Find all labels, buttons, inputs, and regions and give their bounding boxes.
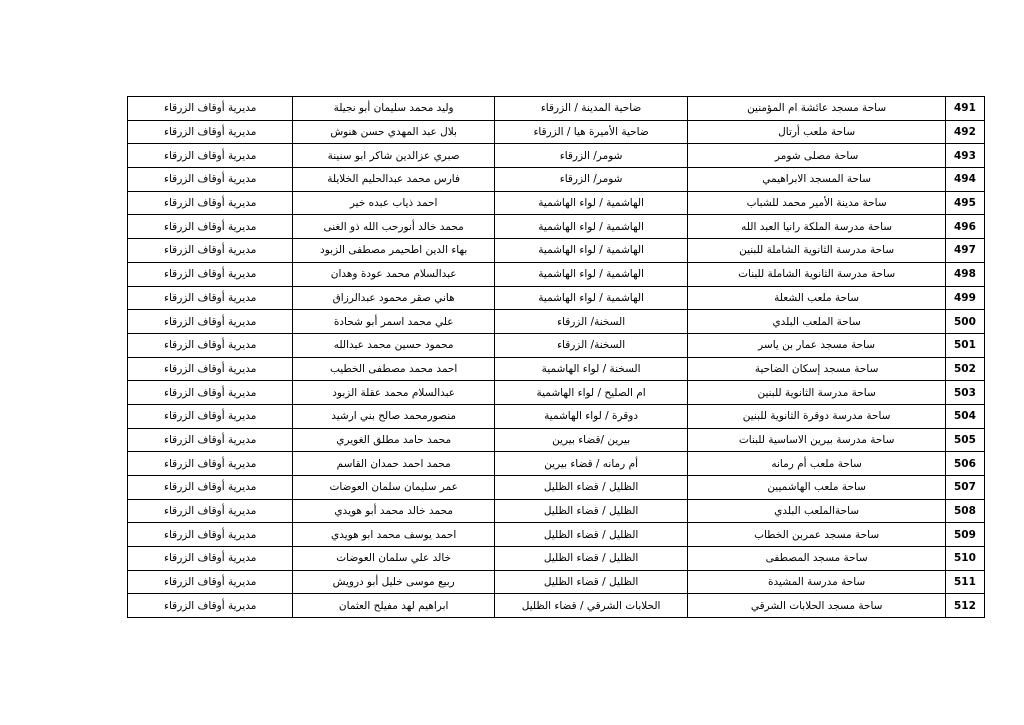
site-cell: ساحة مسجد الحلابات الشرقي <box>688 594 946 618</box>
person-name-cell: هاني صقر محمود عبدالرزاق <box>293 286 494 310</box>
row-number: 493 <box>945 144 984 168</box>
person-name-cell: احمد يوسف محمد ابو هويدي <box>293 523 494 547</box>
directorate-cell: مديرية أوقاف الزرقاء <box>128 452 293 476</box>
row-number: 494 <box>945 168 984 192</box>
location-cell: دوقرة / لواء الهاشمية <box>494 404 687 428</box>
row-number: 510 <box>945 547 984 571</box>
person-name-cell: عبدالسلام محمد عودة وهدان <box>293 262 494 286</box>
directorate-cell: مديرية أوقاف الزرقاء <box>128 404 293 428</box>
row-number: 508 <box>945 499 984 523</box>
person-name-cell: بهاء الدين اطحيمر مصطفى الزبود <box>293 239 494 263</box>
directorate-cell: مديرية أوقاف الزرقاء <box>128 120 293 144</box>
table-row <box>128 97 985 121</box>
row-number: 500 <box>945 310 984 334</box>
table-row <box>128 381 985 405</box>
directorate-cell: مديرية أوقاف الزرقاء <box>128 499 293 523</box>
person-name-cell: محمد حامد مطلق الغويري <box>293 428 494 452</box>
table-row <box>128 594 985 618</box>
location-cell: شومر/ الزرقاء <box>494 144 687 168</box>
directorate-cell: مديرية أوقاف الزرقاء <box>128 523 293 547</box>
table-row <box>128 499 985 523</box>
site-cell: ساحة ملعب الشعلة <box>688 286 946 310</box>
directorate-cell: مديرية أوقاف الزرقاء <box>128 570 293 594</box>
location-cell: بيرين /قضاء بيرين <box>494 428 687 452</box>
person-name-cell: عمر سليمان سلمان العوضات <box>293 476 494 500</box>
row-number: 496 <box>945 215 984 239</box>
table-row <box>128 310 985 334</box>
location-cell: الهاشمية / لواء الهاشمية <box>494 262 687 286</box>
row-number: 495 <box>945 191 984 215</box>
site-cell: ساحة مدرسة الثانوية الشاملة للبنات <box>688 262 946 286</box>
row-number: 505 <box>945 428 984 452</box>
person-name-cell: منصورمحمد صالح بني ارشيد <box>293 404 494 428</box>
location-cell: الهاشمية / لواء الهاشمية <box>494 286 687 310</box>
site-cell: ساحة مسجد عائشة ام المؤمنين <box>688 97 946 121</box>
row-number: 492 <box>945 120 984 144</box>
site-cell: ساحة الملعب البلدي <box>688 310 946 334</box>
row-number: 502 <box>945 357 984 381</box>
person-name-cell: محمد خالد محمد أبو هويدي <box>293 499 494 523</box>
location-cell: ام الصليح / لواء الهاشمية <box>494 381 687 405</box>
table-row <box>128 452 985 476</box>
directorate-cell: مديرية أوقاف الزرقاء <box>128 357 293 381</box>
site-cell: ساحة مدرسة الملكة رانيا العبد الله <box>688 215 946 239</box>
site-cell: ساحة مسجد إسكان الضاحية <box>688 357 946 381</box>
table-body <box>128 97 985 618</box>
row-number: 506 <box>945 452 984 476</box>
site-cell: ساحة ملعب أم رمانه <box>688 452 946 476</box>
row-number: 509 <box>945 523 984 547</box>
directorate-cell: مديرية أوقاف الزرقاء <box>128 168 293 192</box>
person-name-cell: فارس محمد عبدالحليم الخلايلة <box>293 168 494 192</box>
directorate-cell: مديرية أوقاف الزرقاء <box>128 381 293 405</box>
directorate-cell: مديرية أوقاف الزرقاء <box>128 286 293 310</box>
table-row <box>128 333 985 357</box>
location-cell: الظليل / قضاء الظليل <box>494 476 687 500</box>
row-number: 507 <box>945 476 984 500</box>
directorate-cell: مديرية أوقاف الزرقاء <box>128 547 293 571</box>
person-name-cell: خالد علي سلمان العوضات <box>293 547 494 571</box>
table-row <box>128 357 985 381</box>
table-row <box>128 191 985 215</box>
location-cell: الظليل / قضاء الظليل <box>494 570 687 594</box>
location-cell: شومر/ الزرقاء <box>494 168 687 192</box>
table-row <box>128 404 985 428</box>
directorate-cell: مديرية أوقاف الزرقاء <box>128 333 293 357</box>
table-row <box>128 239 985 263</box>
person-name-cell: محمد احمد حمدان القاسم <box>293 452 494 476</box>
person-name-cell: ابراهيم لهد مفيلح العثمان <box>293 594 494 618</box>
location-cell: أم رمانه / قضاء بيرين <box>494 452 687 476</box>
location-cell: السخنة / لواء الهاشمية <box>494 357 687 381</box>
person-name-cell: محمود حسين محمد عبدالله <box>293 333 494 357</box>
row-number: 504 <box>945 404 984 428</box>
location-cell: ضاحية الأميرة هيا / الزرقاء <box>494 120 687 144</box>
directorate-cell: مديرية أوقاف الزرقاء <box>128 310 293 334</box>
row-number: 501 <box>945 333 984 357</box>
row-number: 512 <box>945 594 984 618</box>
person-name-cell: بلال عبد المهدي حسن هنوش <box>293 120 494 144</box>
prayer-sites-table <box>127 96 985 618</box>
location-cell: ضاحية المدينة / الزرقاء <box>494 97 687 121</box>
row-number: 499 <box>945 286 984 310</box>
table-row <box>128 168 985 192</box>
directorate-cell: مديرية أوقاف الزرقاء <box>128 191 293 215</box>
person-name-cell: ربيع موسى خليل أبو درويش <box>293 570 494 594</box>
location-cell: الهاشمية / لواء الهاشمية <box>494 239 687 263</box>
table-row <box>128 428 985 452</box>
directorate-cell: مديرية أوقاف الزرقاء <box>128 239 293 263</box>
table-row <box>128 570 985 594</box>
location-cell: الظليل / قضاء الظليل <box>494 523 687 547</box>
row-number: 497 <box>945 239 984 263</box>
directorate-cell: مديرية أوقاف الزرقاء <box>128 594 293 618</box>
site-cell: ساحة مسجد عمار بن ياسر <box>688 333 946 357</box>
site-cell: ساحة مسجد عمربن الخطاب <box>688 523 946 547</box>
person-name-cell: احمد محمد مصطفى الخطيب <box>293 357 494 381</box>
location-cell: الظليل / قضاء الظليل <box>494 547 687 571</box>
site-cell: ساحة ملعب الهاشميين <box>688 476 946 500</box>
site-cell: ساحة ملعب أرتال <box>688 120 946 144</box>
table-row <box>128 120 985 144</box>
row-number: 491 <box>945 97 984 121</box>
site-cell: ساحة مدرسة المشيدة <box>688 570 946 594</box>
person-name-cell: وليد محمد سليمان أبو نجيلة <box>293 97 494 121</box>
person-name-cell: عبدالسلام محمد عقلة الزبود <box>293 381 494 405</box>
person-name-cell: احمد ذياب عبده خير <box>293 191 494 215</box>
location-cell: الحلابات الشرقي / قضاء الظليل <box>494 594 687 618</box>
directorate-cell: مديرية أوقاف الزرقاء <box>128 97 293 121</box>
site-cell: ساحة المسجد الابراهيمي <box>688 168 946 192</box>
site-cell: ساحة مدرسة بيرين الاساسية للبنات <box>688 428 946 452</box>
site-cell: ساحة مصلى شومر <box>688 144 946 168</box>
site-cell: ساحة مدرسة دوقرة الثانوية للبنين <box>688 404 946 428</box>
directorate-cell: مديرية أوقاف الزرقاء <box>128 144 293 168</box>
row-number: 503 <box>945 381 984 405</box>
location-cell: الهاشمية / لواء الهاشمية <box>494 215 687 239</box>
location-cell: السخنة/ الزرقاء <box>494 333 687 357</box>
row-number: 511 <box>945 570 984 594</box>
site-cell: ساحة مدينة الأمير محمد للشباب <box>688 191 946 215</box>
site-cell: ساحة مدرسة الثانوية للبنين <box>688 381 946 405</box>
table-row <box>128 144 985 168</box>
table-row <box>128 547 985 571</box>
directorate-cell: مديرية أوقاف الزرقاء <box>128 215 293 239</box>
table-row <box>128 262 985 286</box>
directorate-cell: مديرية أوقاف الزرقاء <box>128 428 293 452</box>
table-row <box>128 523 985 547</box>
table-row <box>128 286 985 310</box>
row-number: 498 <box>945 262 984 286</box>
table-row <box>128 215 985 239</box>
site-cell: ساحةالملعب البلدي <box>688 499 946 523</box>
site-cell: ساحة مسجد المصطفى <box>688 547 946 571</box>
person-name-cell: محمد خالد أنورحب الله ذو الغنى <box>293 215 494 239</box>
location-cell: الظليل / قضاء الظليل <box>494 499 687 523</box>
directorate-cell: مديرية أوقاف الزرقاء <box>128 262 293 286</box>
person-name-cell: صبري عزالدين شاكر ابو سنينة <box>293 144 494 168</box>
location-cell: الهاشمية / لواء الهاشمية <box>494 191 687 215</box>
directorate-cell: مديرية أوقاف الزرقاء <box>128 476 293 500</box>
location-cell: السخنة/ الزرقاء <box>494 310 687 334</box>
table-row <box>128 476 985 500</box>
site-cell: ساحة مدرسة الثانوية الشاملة للبنين <box>688 239 946 263</box>
person-name-cell: علي محمد اسمر أبو شحادة <box>293 310 494 334</box>
